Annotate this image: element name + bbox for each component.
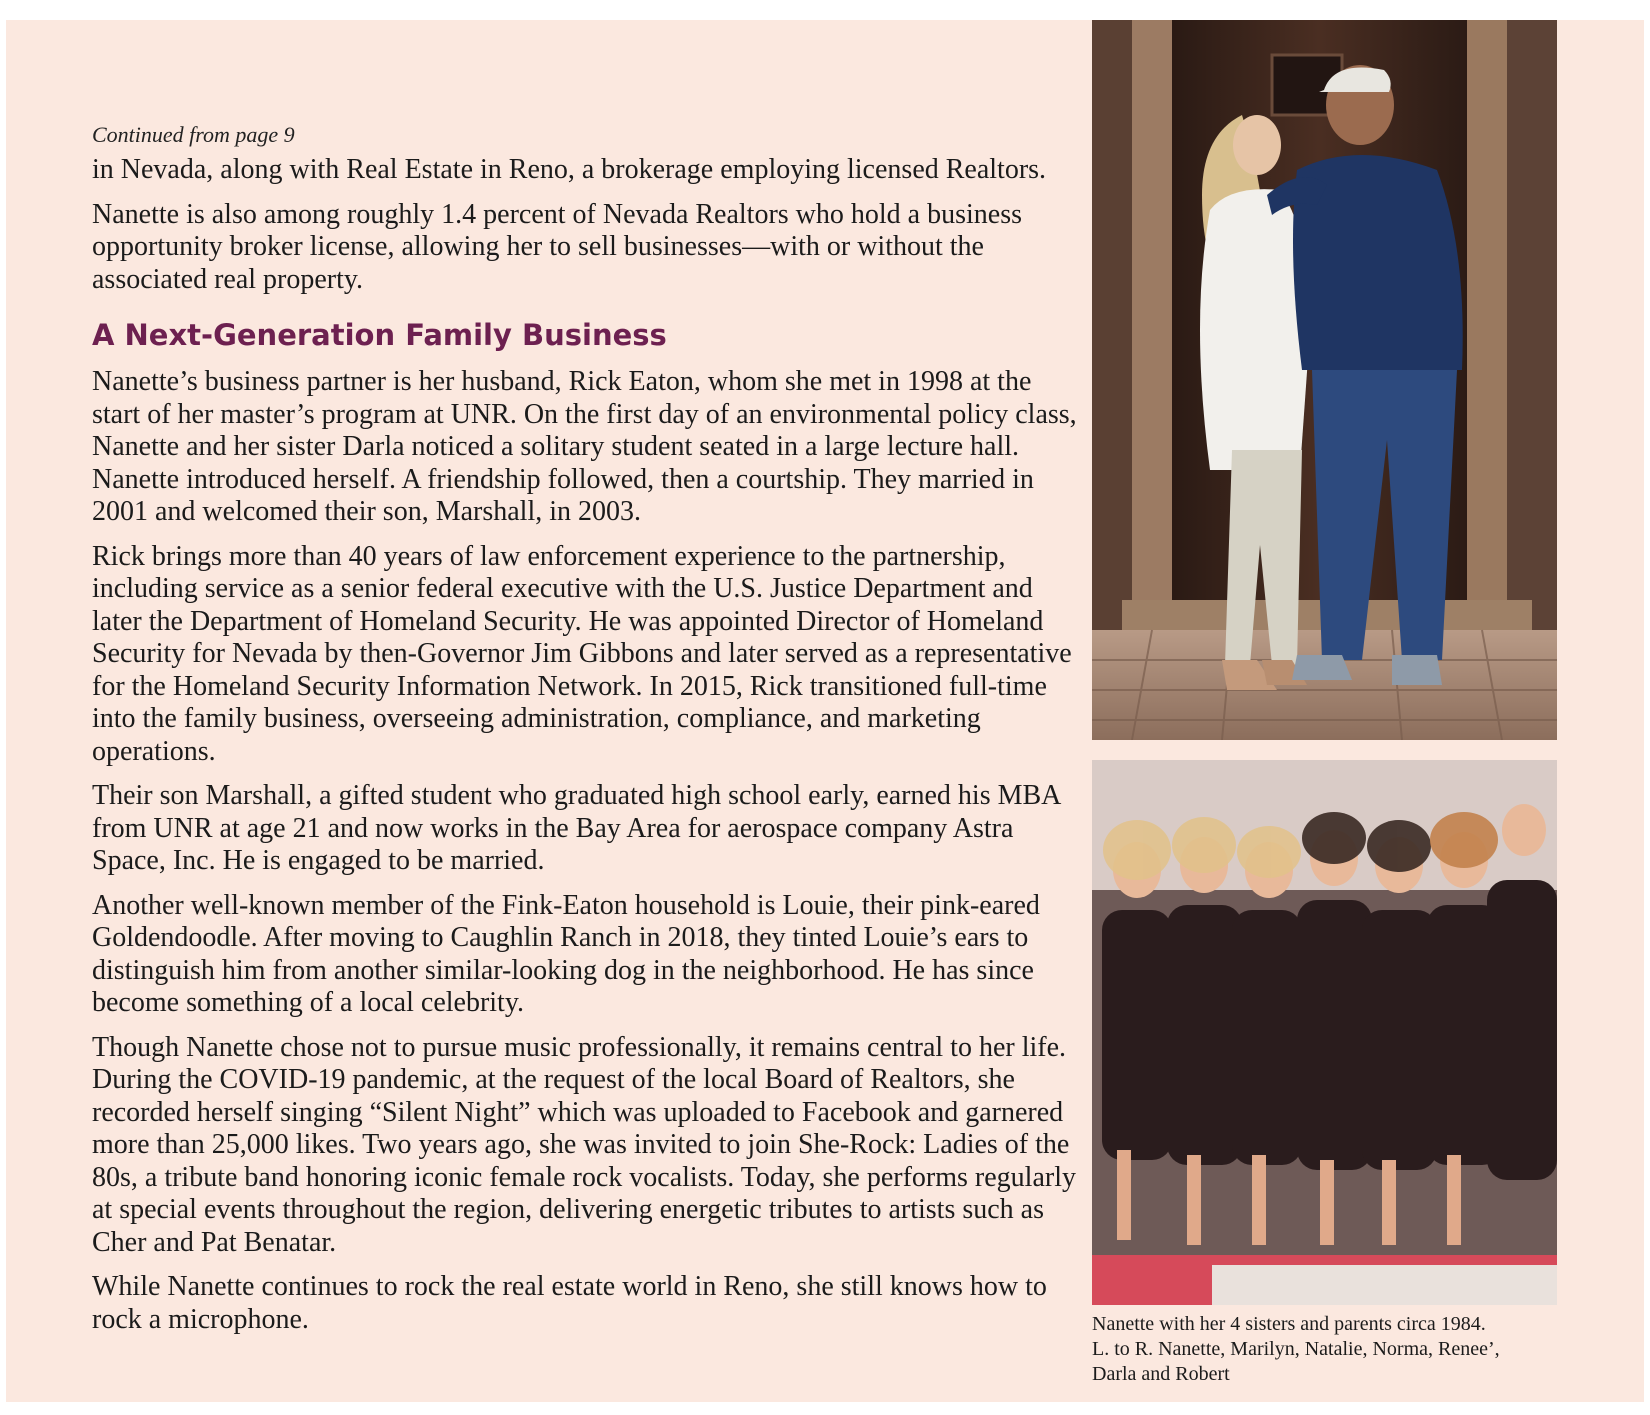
couple-photo xyxy=(1092,20,1557,740)
paragraph-intro-1: in Nevada, along with Real Estate in Reno, a brokerage employing licensed Realtors. xyxy=(92,154,1047,185)
paragraph-main-6: While Nanette continues to rock the real estate world in Reno, she still knows how to rock a microphone. xyxy=(92,1271,1047,1335)
caption-line-1: Nanette with her 4 sisters and parents circa 1984. xyxy=(1092,1313,1486,1335)
article-page xyxy=(6,20,1644,1402)
paragraph-main-3: Their son Marshall, a gifted student who graduated high school early, earned his MBA from UNR at age 21 and now works in the Bay Area for aerospace company Astra Space, Inc. He is engaged to be married. xyxy=(92,780,1060,876)
continued-note: Continued from page 9 xyxy=(92,122,295,147)
family-vintage-photo xyxy=(1092,760,1557,1305)
caption-line-3: Darla and Robert xyxy=(1092,1363,1230,1385)
paragraph-intro-2: Nanette is also among roughly 1.4 percent of Nevada Realtors who hold a business opportunity broker license, allowing her to sell businesses—with or without the associated real property. xyxy=(92,198,1023,295)
section-heading: A Next-Generation Family Business xyxy=(92,318,667,352)
caption-line-2: L. to R. Nanette, Marilyn, Natalie, Norma, Renee’, xyxy=(1092,1338,1500,1360)
paragraph-main-1: Nanette’s business partner is her husband, Rick Eaton, whom she met in 1998 at the start of her master’s program at UNR. On the first day of an environmental policy class, Nanette and her sister Darla noticed a solitary student seated in a large lecture hall. Nanette introduced herself. A friendship followed, then a courtship. They married in 2001 and welcomed their son, Marshall, in 2003. xyxy=(92,366,1077,527)
photo-caption xyxy=(1092,1312,1572,1387)
article-text-column xyxy=(92,100,1082,1348)
paragraph-main-5: Though Nanette chose not to pursue music professionally, it remains central to her life. During the COVID-19 pandemic, at the request of the local Board of Realtors, she recorded herself singing “Silent Night” which was uploaded to Facebook and garnered more than 25,000 likes. Two years ago, she was invited to join She-Rock: Ladies of the 80s, a tribute band honoring iconic female rock vocalists. Today, she performs regularly at special events throughout the region, delivering energetic tributes to artists such as Cher and Pat Benatar. xyxy=(92,1031,1076,1258)
paragraph-main-2: Rick brings more than 40 years of law enforcement experience to the partnership, including service as a senior federal executive with the U.S. Justice Department and later the Department of Homeland Security. He was appointed Director of Homeland Security for Nevada by then-Governor Jim Gibbons and later served as a representative for the Homeland Security Information Network. In 2015, Rick transitioned full-time into the family business, overseeing administration, compliance, and marketing operations. xyxy=(92,540,1072,767)
paragraph-main-4: Another well-known member of the Fink-Eaton household is Louie, their pink-eared Goldendoodle. After moving to Caughlin Ranch in 2018, they tinted Louie’s ears to distinguish him from another similar-looking dog in the neighborhood. He has since become something of a local celebrity. xyxy=(92,889,1040,1018)
